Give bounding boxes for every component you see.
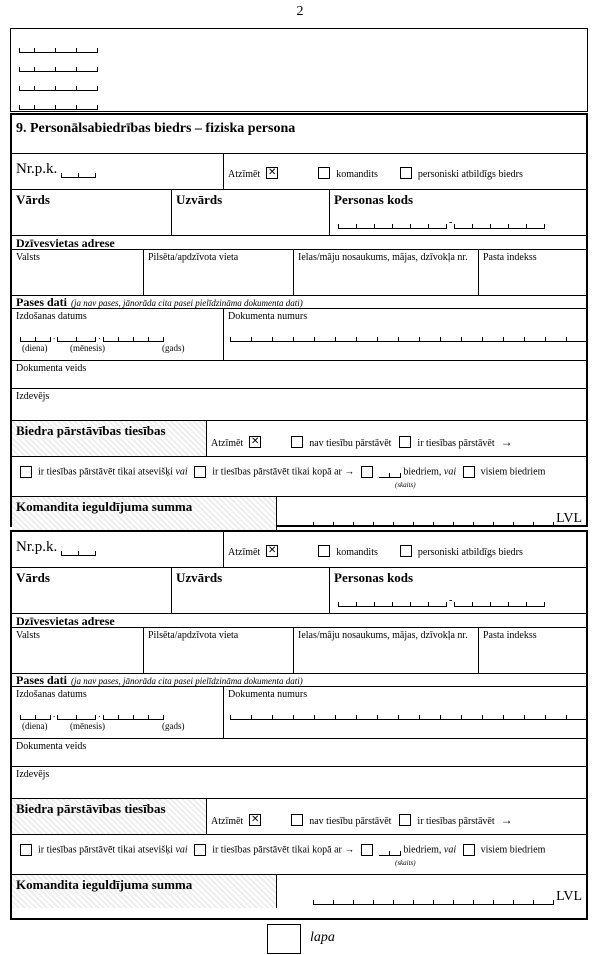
- iela-label: Ielas/māju nosaukums, mājas, dzīvokļa nr.: [298, 630, 468, 641]
- skaits-field[interactable]: [379, 848, 401, 856]
- nav-tiesibu-label: nav tiesību pārstāvēt: [309, 438, 392, 449]
- izdosanas-field[interactable]: Izdošanas datums . . (diena) (mēnesis) (gads): [12, 309, 224, 360]
- mark-example-checkbox: ✕: [251, 436, 260, 448]
- address-header: Dzīvesvietas adrese: [16, 614, 115, 628]
- iela-field[interactable]: [294, 628, 479, 673]
- pasta-label: Pasta indekss: [483, 630, 537, 641]
- skaits-field[interactable]: [379, 470, 401, 478]
- diena-label: (diena): [22, 343, 48, 353]
- personas-kods-field[interactable]: Personas kods -: [330, 568, 586, 613]
- dok-veids-field[interactable]: [12, 361, 586, 388]
- tiesibas-header: Biedra pārstāvības tiesības: [12, 799, 207, 834]
- izdosanas-label: Izdošanas datums: [16, 689, 87, 700]
- ir-tiesibas-checkbox[interactable]: [399, 814, 411, 826]
- iela-field[interactable]: [294, 250, 479, 295]
- menesis-label: (mēnesis): [70, 721, 105, 731]
- currency-label: LVL: [556, 889, 582, 904]
- atseviski-checkbox[interactable]: [20, 466, 32, 478]
- address-header: Dzīvesvietas adrese: [16, 236, 115, 250]
- mark-example-checkbox: ✕: [268, 167, 277, 179]
- personas-kods-ticks-2[interactable]: [454, 597, 545, 607]
- diena-ticks[interactable]: [20, 332, 51, 342]
- arrow-icon: →: [344, 844, 355, 856]
- komandits-label: komandits: [336, 547, 378, 558]
- uzvards-field[interactable]: [172, 190, 330, 235]
- dok-numurs-label: Dokumenta numurs: [228, 689, 308, 700]
- skaits-label: (skaits): [395, 859, 416, 867]
- dok-veids-label: Dokumenta veids: [16, 741, 87, 752]
- section-title: 9. Personālsabiedrības biedrs – fiziska persona: [16, 121, 296, 136]
- vai-label: vai: [443, 466, 457, 478]
- nr-field[interactable]: [61, 168, 96, 178]
- dok-numurs-ticks[interactable]: [230, 332, 588, 342]
- uzvards-label: Uzvārds: [176, 570, 223, 585]
- biedriem-label: biedriem,: [403, 844, 442, 856]
- valsts-field[interactable]: [12, 250, 144, 295]
- menesis-ticks[interactable]: [57, 332, 96, 342]
- mark-example-checkbox: ✕: [268, 545, 277, 557]
- personas-kods-ticks[interactable]: [338, 219, 447, 229]
- izdevejs-label: Izdevējs: [16, 391, 50, 402]
- izdosanas-field[interactable]: Izdošanas datums . . (diena) (mēnesis) (gads): [12, 687, 224, 738]
- personas-kods-ticks[interactable]: [338, 597, 447, 607]
- komandits-checkbox[interactable]: [318, 545, 330, 557]
- tick-field[interactable]: [19, 100, 98, 110]
- menesis-ticks[interactable]: [57, 710, 96, 720]
- visiem-checkbox[interactable]: [463, 844, 475, 856]
- vards-label: Vārds: [16, 570, 50, 585]
- vai-label: vai: [175, 466, 188, 478]
- izdosanas-label: Izdošanas datums: [16, 311, 87, 322]
- personas-kods-label: Personas kods: [334, 570, 414, 585]
- komandits-checkbox[interactable]: [318, 167, 330, 179]
- atseviski-checkbox[interactable]: [20, 844, 32, 856]
- valsts-label: Valsts: [16, 630, 40, 641]
- gads-ticks[interactable]: [103, 332, 164, 342]
- visiem-label: visiem biedriem: [480, 844, 546, 856]
- visiem-label: visiem biedriem: [480, 466, 546, 478]
- skaits-label: (skaits): [395, 481, 416, 489]
- mark-label: Atzīmēt: [228, 169, 261, 180]
- atseviski-label: ir tiesības pārstāvēt tikai atsevišķi: [38, 844, 173, 856]
- biedriem-label: biedriem,: [403, 466, 442, 478]
- pasta-field[interactable]: [479, 250, 586, 295]
- arrow-icon: →: [500, 813, 513, 827]
- vards-field[interactable]: [12, 568, 172, 613]
- gads-ticks[interactable]: [103, 710, 164, 720]
- dok-veids-label: Dokumenta veids: [16, 363, 87, 374]
- tiesibas-header: Biedra pārstāvības tiesības: [12, 421, 207, 456]
- pases-dati-header: Pases dati: [16, 295, 67, 309]
- pilseta-field[interactable]: [144, 628, 294, 673]
- atseviski-label: ir tiesības pārstāvēt tikai atsevišķi: [38, 466, 173, 478]
- vai-label: vai: [443, 844, 457, 856]
- mark-label: Atzīmēt: [211, 816, 244, 827]
- member-block-2: [10, 530, 588, 920]
- dok-veids-field[interactable]: [12, 739, 586, 766]
- personiski-checkbox[interactable]: [400, 545, 412, 557]
- kopa-ar-checkbox[interactable]: [194, 466, 206, 478]
- menesis-label: (mēnesis): [70, 343, 105, 353]
- summa-header: Komandita ieguldījuma summa: [12, 875, 277, 908]
- vards-label: Vārds: [16, 192, 50, 207]
- uzvards-label: Uzvārds: [176, 192, 223, 207]
- nr-label: Nr.p.k.: [16, 161, 58, 177]
- nr-field[interactable]: [61, 546, 96, 556]
- tick-field[interactable]: [19, 43, 98, 53]
- kopa-ar-label: ir tiesības pārstāvēt tikai kopā ar: [212, 844, 342, 856]
- diena-label: (diena): [22, 721, 48, 731]
- nav-tiesibu-label: nav tiesību pārstāvēt: [309, 816, 392, 827]
- personiski-label: personiski atbildīgs biedrs: [417, 169, 523, 180]
- valsts-field[interactable]: [12, 628, 144, 673]
- mark-label: Atzīmēt: [211, 438, 244, 449]
- nr-label: Nr.p.k.: [16, 539, 58, 555]
- page-number: 2: [296, 4, 304, 19]
- member-block-1: [10, 113, 588, 527]
- ir-tiesibas-checkbox[interactable]: [399, 436, 411, 448]
- nav-tiesibu-checkbox[interactable]: [291, 436, 303, 448]
- personas-kods-label: Personas kods: [334, 192, 414, 207]
- izdevejs-label: Izdevējs: [16, 769, 50, 780]
- summa-header: Komandita ieguldījuma summa: [12, 497, 277, 530]
- page-count-field[interactable]: [267, 924, 301, 954]
- izdevejs-field[interactable]: [12, 389, 586, 420]
- dok-numurs-ticks[interactable]: [230, 710, 588, 720]
- gads-label: (gads): [162, 721, 185, 731]
- dok-numurs-label: Dokumenta numurs: [228, 311, 308, 322]
- arrow-icon: →: [344, 466, 355, 478]
- pilseta-field[interactable]: [144, 250, 294, 295]
- nav-tiesibu-checkbox[interactable]: [291, 814, 303, 826]
- visiem-checkbox[interactable]: [463, 466, 475, 478]
- gads-label: (gads): [162, 343, 185, 353]
- mark-label: Atzīmēt: [228, 547, 261, 558]
- pilseta-label: Pilsēta/apdzīvota vieta: [148, 630, 239, 641]
- pases-dati-header: Pases dati: [16, 673, 67, 687]
- dok-numurs-field[interactable]: [224, 687, 586, 738]
- tick-field[interactable]: [19, 81, 98, 91]
- skaits-checkbox[interactable]: [361, 844, 373, 856]
- pases-note: (ja nav pases, jānorāda cita pasei pielīdzināma dokumenta dati): [71, 676, 303, 686]
- ir-tiesibas-label: ir tiesības pārstāvēt: [417, 816, 495, 827]
- pasta-field[interactable]: [479, 628, 586, 673]
- ir-tiesibas-label: ir tiesības pārstāvēt: [417, 438, 495, 449]
- diena-ticks[interactable]: [20, 710, 51, 720]
- previous-section-continuation: [10, 28, 588, 112]
- valsts-label: Valsts: [16, 252, 40, 263]
- pasta-label: Pasta indekss: [483, 252, 537, 263]
- summa-ticks[interactable]: [313, 895, 554, 905]
- page-count-label: lapa: [310, 930, 335, 945]
- vai-label: vai: [175, 844, 188, 856]
- personiski-label: personiski atbildīgs biedrs: [417, 547, 523, 558]
- summa-ticks[interactable]: [313, 517, 554, 527]
- arrow-icon: →: [500, 435, 513, 449]
- pilseta-label: Pilsēta/apdzīvota vieta: [148, 252, 239, 263]
- vards-field[interactable]: [12, 190, 172, 235]
- currency-label: LVL: [556, 511, 582, 526]
- tick-field[interactable]: [19, 62, 98, 72]
- personiski-checkbox[interactable]: [400, 167, 412, 179]
- izdevejs-field[interactable]: [12, 767, 586, 798]
- komandits-label: komandits: [336, 169, 378, 180]
- dok-numurs-field[interactable]: [224, 309, 586, 360]
- kopa-ar-label: ir tiesības pārstāvēt tikai kopā ar: [212, 466, 342, 478]
- pases-note: (ja nav pases, jānorāda cita pasei pielīdzināma dokumenta dati): [71, 298, 303, 308]
- personas-kods-field[interactable]: Personas kods -: [330, 190, 586, 235]
- skaits-checkbox[interactable]: [361, 466, 373, 478]
- personas-kods-ticks-2[interactable]: [454, 219, 545, 229]
- iela-label: Ielas/māju nosaukums, mājas, dzīvokļa nr.: [298, 252, 468, 263]
- kopa-ar-checkbox[interactable]: [194, 844, 206, 856]
- uzvards-field[interactable]: [172, 568, 330, 613]
- mark-example-checkbox: ✕: [251, 814, 260, 826]
